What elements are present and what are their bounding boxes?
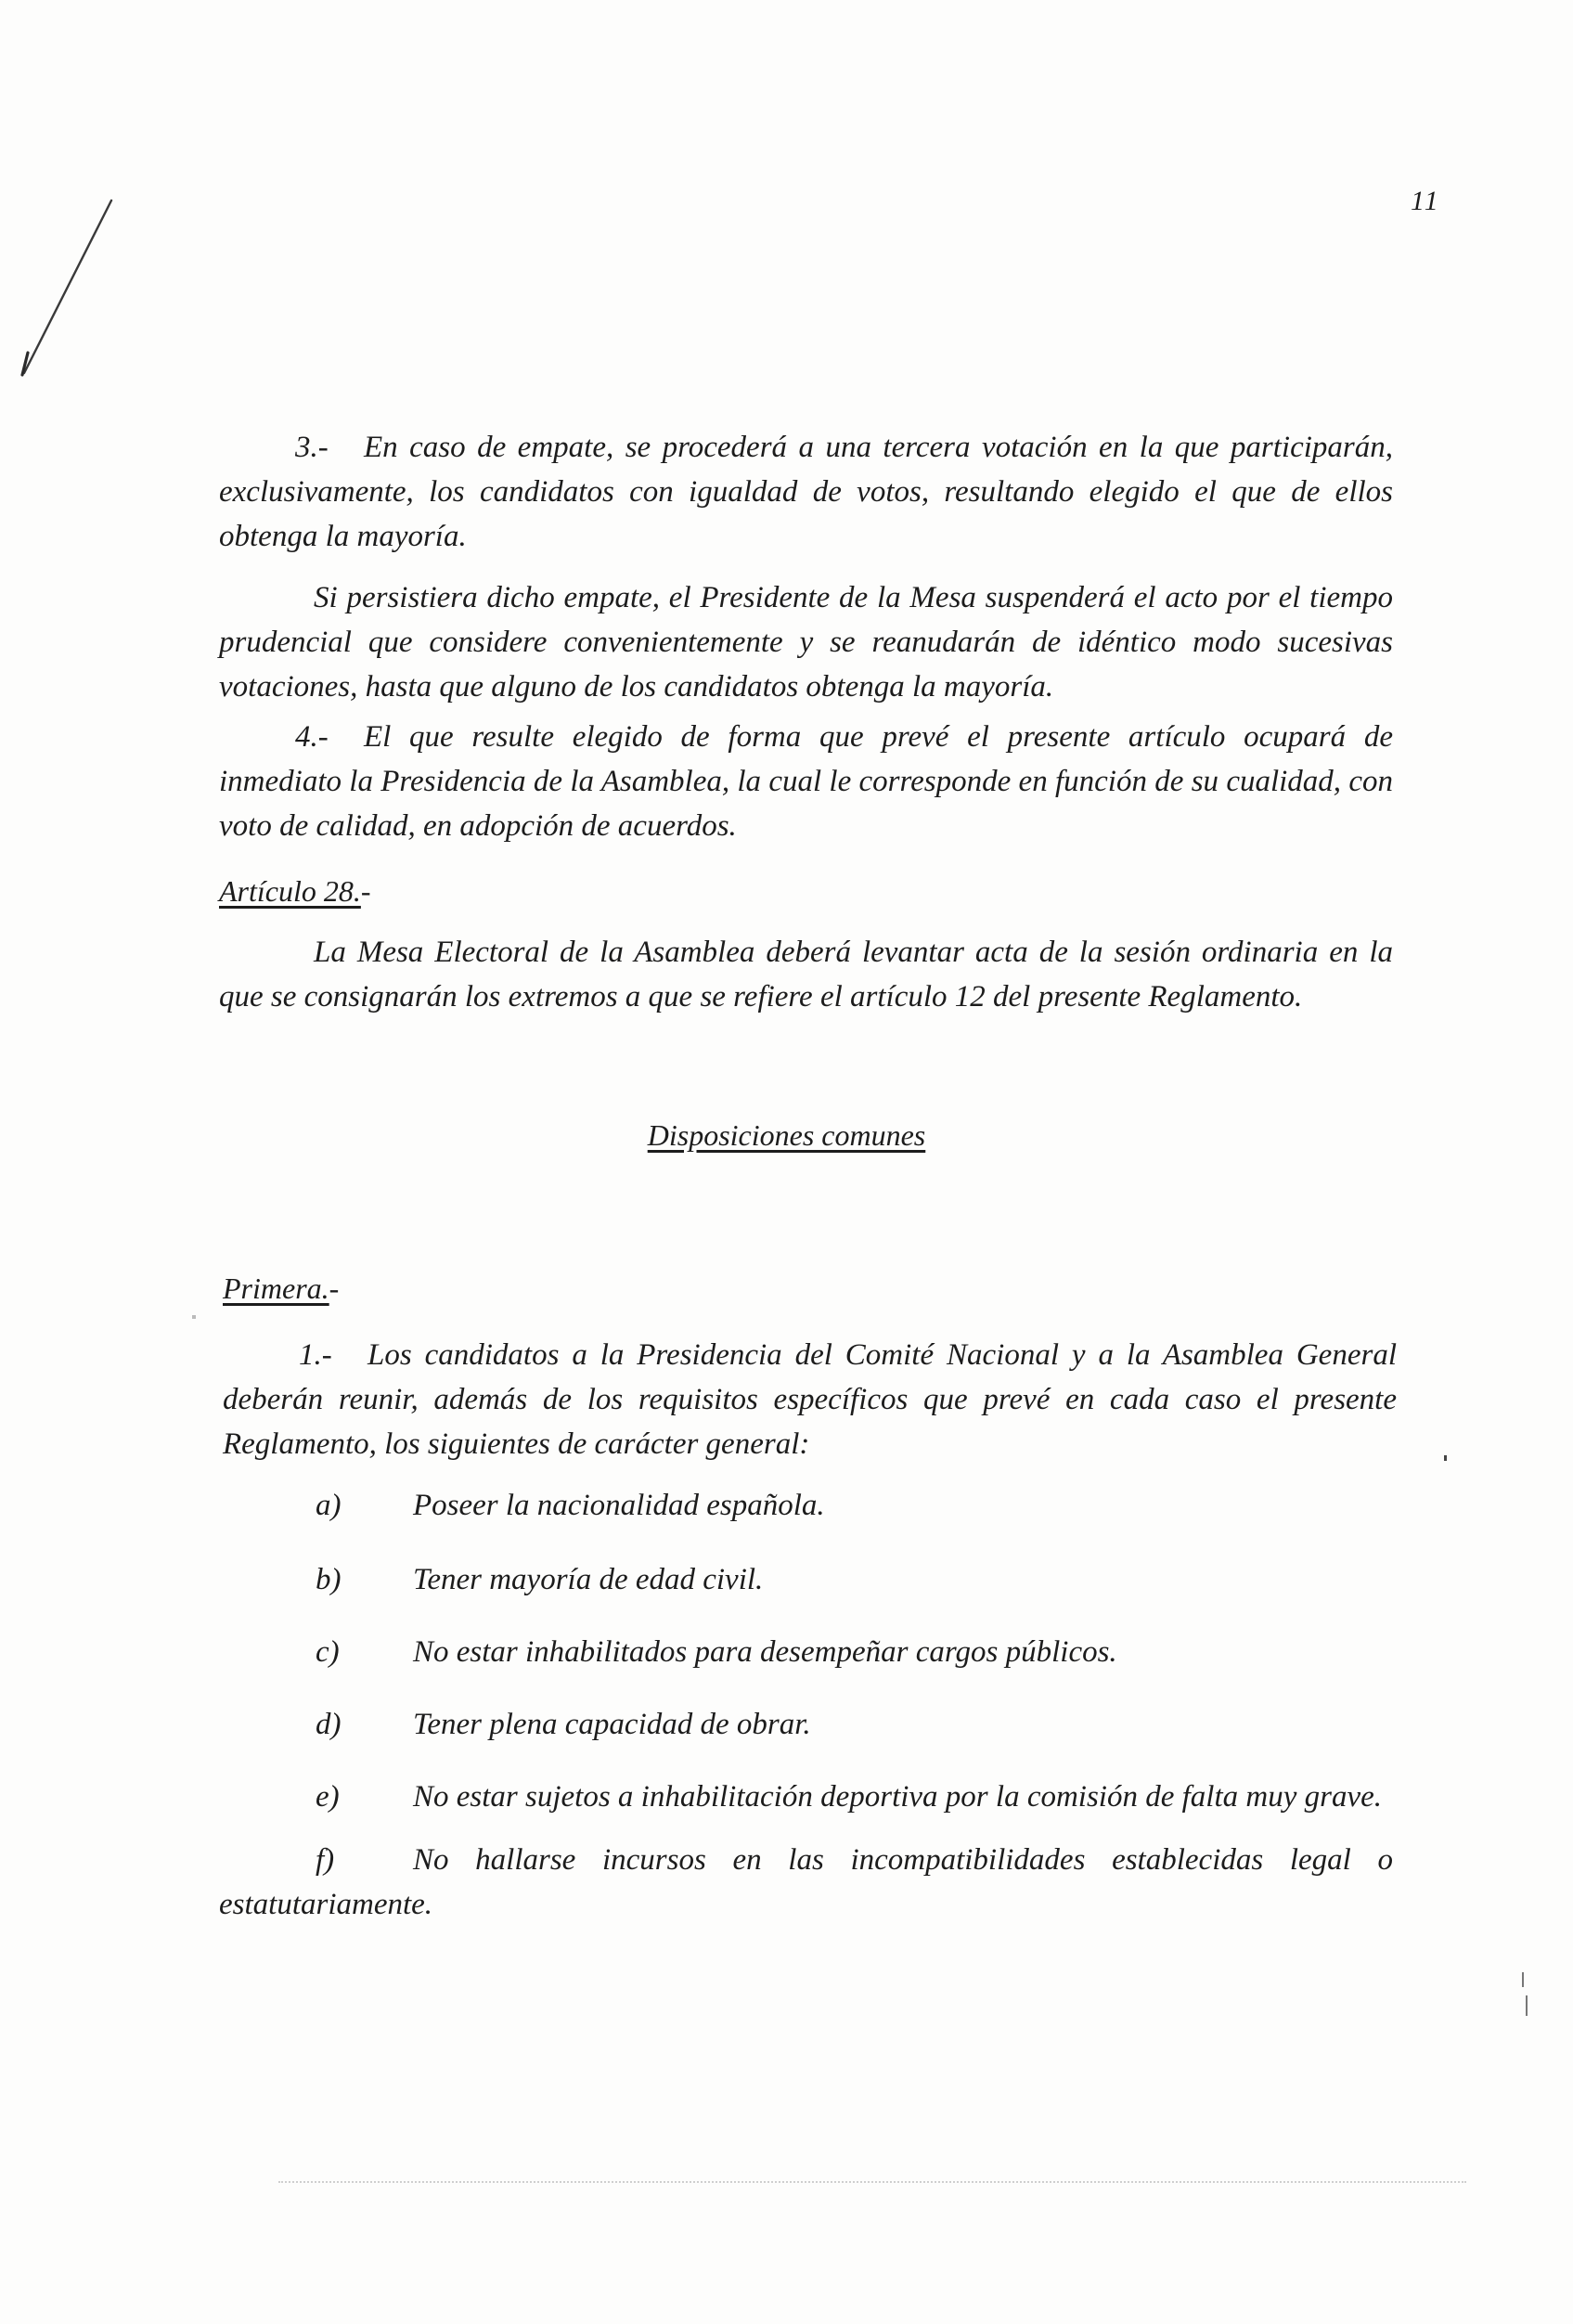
- requirement-item-c: [316, 1630, 1117, 1674]
- requirement-letter: e): [316, 1780, 340, 1814]
- primera-heading-text: Primera.: [223, 1272, 329, 1305]
- requirement-text: No hallarse incursos en las incompatibilidades establecidas legal o estatutariamente.: [219, 1843, 1393, 1921]
- common-provisions-heading: Disposiciones comunes: [647, 1118, 926, 1152]
- primera-heading-suffix: -: [329, 1272, 340, 1305]
- paragraph-persist: Si persistiera dicho empate, el Presidente de la Mesa suspenderá el acto por el tiempo prudencial que considere convenientemente y se reanudarán de idéntico modo sucesivas votaciones, hasta que alguno de los candidatos obtenga la mayoría.: [219, 581, 1393, 704]
- requirement-text: No estar inhabilitados para desempeñar cargos públicos.: [413, 1635, 1117, 1669]
- requirement-letter: b): [316, 1563, 342, 1596]
- primera-paragraph-1: [223, 1333, 1397, 1466]
- scan-dotted-line: [278, 2181, 1466, 2183]
- requirement-letter: f): [316, 1843, 335, 1877]
- requirement-text: Tener mayoría de edad civil.: [413, 1563, 764, 1596]
- article-28-heading-suffix: -: [360, 874, 371, 908]
- requirement-text: Tener plena capacidad de obrar.: [413, 1708, 811, 1741]
- article-28-text: La Mesa Electoral de la Asamblea deberá levantar acta de la sesión ordinaria en la que se consignarán los extremos a que se refiere el artículo 12 del presente Reglamento.: [219, 936, 1393, 1014]
- requirement-text: No estar sujetos a inhabilitación deportiva por la comisión de falta muy grave.: [413, 1780, 1382, 1814]
- paragraph-3-text: En caso de empate, se procederá a una tercera votación en la que participarán, exclusivamente, los candidatos con igualdad de votos, resultando elegido el que de ellos obtenga la mayoría.: [219, 431, 1393, 553]
- requirement-item-e: [316, 1775, 1382, 1819]
- article-28-heading-text: Artículo 28.: [219, 874, 361, 908]
- scan-speck: [1522, 1972, 1524, 1987]
- requirement-text: Poseer la nacionalidad española.: [413, 1489, 825, 1522]
- paragraph-3-number: 3.-: [295, 431, 329, 464]
- primera-paragraph-1-text: Los candidatos a la Presidencia del Comité Nacional y a la Asamblea General deberán reunir, además de los requisitos específicos que prevé en cada caso el presente Reglamento, los siguientes de carácter general:: [223, 1338, 1397, 1461]
- requirement-letter: d): [316, 1708, 342, 1741]
- paragraph-4: [219, 715, 1393, 848]
- requirement-letter: a): [316, 1489, 342, 1522]
- paragraph-4-text: El que resulte elegido de forma que prevé el presente artículo ocupará de inmediato la Presidencia de la Asamblea, la cual le corresponde en función de su cualidad, con voto de calidad, en adopción de acuerdos.: [219, 720, 1393, 843]
- primera-paragraph-1-number: 1.-: [299, 1338, 332, 1372]
- primera-heading: [223, 1272, 339, 1306]
- margin-pen-stroke: [17, 195, 119, 381]
- requirement-item-f: [219, 1838, 1393, 1927]
- page-number: 11: [1411, 186, 1440, 216]
- paragraph-3: [219, 425, 1393, 559]
- requirement-item-d: [316, 1702, 811, 1747]
- scan-speck: [1526, 1995, 1528, 2016]
- scan-speck: [192, 1315, 196, 1319]
- paragraph-4-number: 4.-: [295, 720, 329, 754]
- requirement-item-a: [316, 1483, 825, 1528]
- requirement-item-b: [316, 1557, 763, 1602]
- scan-speck: [1444, 1455, 1447, 1461]
- requirement-letter: c): [316, 1635, 340, 1669]
- article-28-heading: [219, 874, 371, 909]
